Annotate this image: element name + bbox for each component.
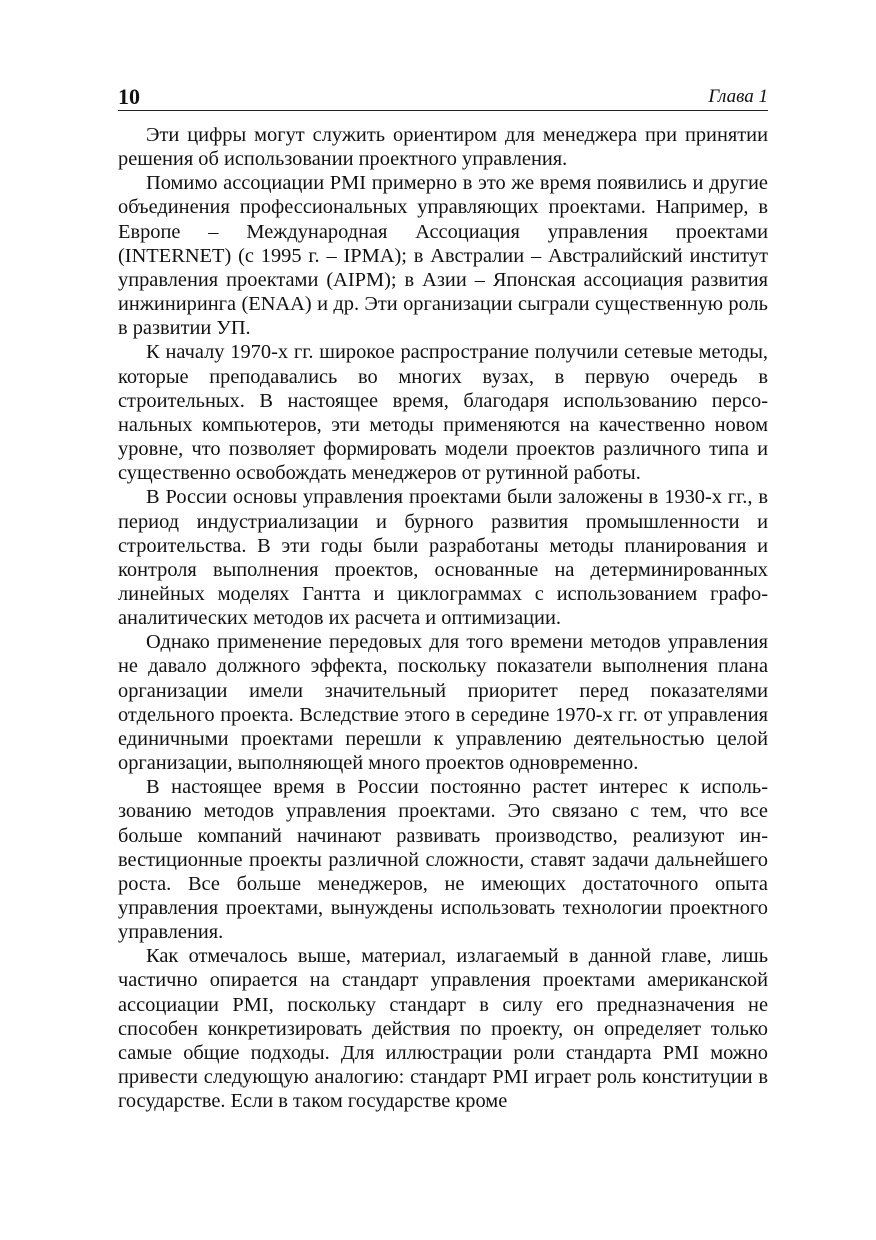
paragraph: Однако применение передовых для того времени методов управления не давало должного эффекта, поскольку показатели выполнения плана организации имели значительный приоритет перед показателями отдельного проекта. Вследствие этого в середине 1970-х гг. от управления единичными проектами перешли к управлению деятельностью целой организации, выполняющей много проектов одновременно. <box>118 631 768 775</box>
page-header <box>118 84 768 111</box>
paragraph: В настоящее время в России постоянно растет интерес к использованию методов управления проектами. Это связано с тем, что все больше компаний начинают развивать производство, реализуют инвестиционные проекты различной сложности, ставят задачи дальнейшего роста. Все больше менеджеров, не имеющих достаточного опыта управления проектами, вынуждены использовать технологии проектного управления. <box>118 776 768 944</box>
paragraph: В России основы управления проектами были заложены в 1930-х гг., в период индустриализации и бурного развития промышленности и строительства. В эти годы были разработаны методы планирования и контроля выполнения проектов, основанные на детерминированных линейных моделях Гантта и циклограммах с использованием графоаналитических методов их расчета и оптимизации. <box>118 486 768 630</box>
paragraph: Как отмечалось выше, материал, излагаемый в данной главе, лишь частично опирается на стандарт управления проектами американской ассоциации PMI, поскольку стандарт в силу его предназначения не способен конкретизировать действия по проекту, он определяет только самые общие подходы. Для иллюстрации роли стандарта PMI можно привести следующую аналогию: стандарт PMI играет роль конституции в государстве. Если в таком государстве кроме <box>118 945 768 1113</box>
body-text <box>118 123 768 1113</box>
book-page <box>118 84 768 1113</box>
page-number: 10 <box>118 84 140 109</box>
paragraph: К началу 1970-х гг. широкое распространие получили сетевые методы, которые преподавались во многих вузах, в первую очередь в строительных. В настоящее время, благодаря использованию персональных компьютеров, эти методы применяются на качественно новом уровне, что позволяет формировать модели проектов различного типа и существенно освобождать менеджеров от рутинной работы. <box>118 341 768 485</box>
paragraph: Эти цифры могут служить ориентиром для менеджера при принятии решения об использовании проектного управления. <box>118 124 768 171</box>
chapter-running-head: Глава 1 <box>708 86 768 107</box>
paragraph: Помимо ассоциации PMI примерно в это же время появились и другие объединения профессиональных управляющих проектами. Например, в Европе – Международная Ассоциация управления проектами (INTERNET) (с 1995 г. – IPMA); в Австралии – Австралийский институт управления проектами (AIPM); в Азии – Японская ассоциация развития инжиниринга (ENAA) и др. Эти организации сыграли существенную роль в развитии УП. <box>118 172 768 340</box>
